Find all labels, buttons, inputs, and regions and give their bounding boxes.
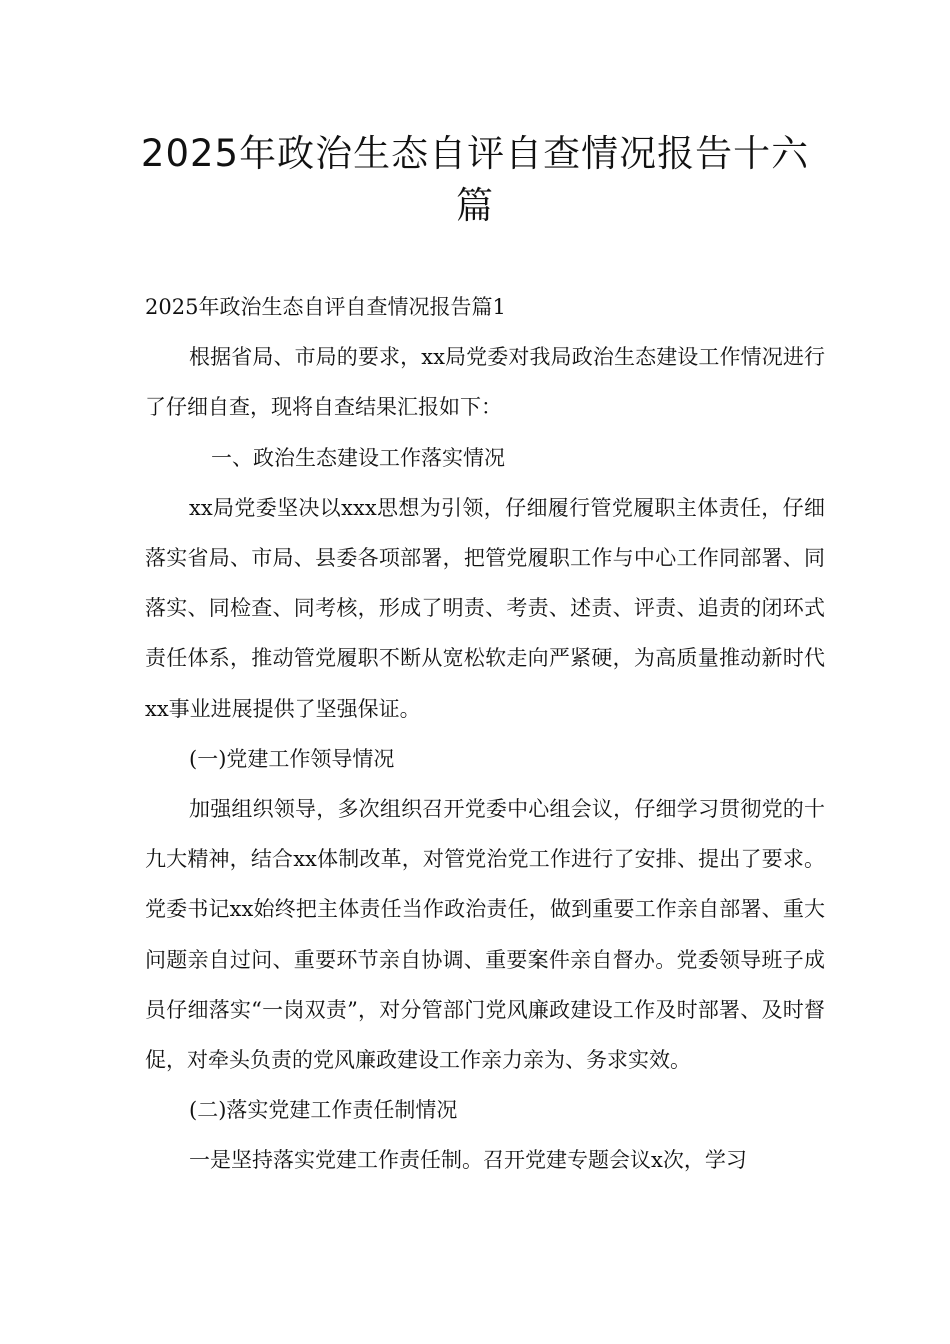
document-body [145,282,825,1186]
paragraph: xx局党委坚决以xxx思想为引领，仔细履行管党履职主体责任，仔细落实省局、市局、县委各项部署，把管党履职工作与中心工作同部署、同落实、同检查、同考核，形成了明责、考责、述责、评责、追责的闭环式责任体系，推动管党履职不断从宽松软走向严紧硬，为高质量推动新时代xx事业进展提供了坚强保证。 [145,495,825,721]
heading-level-1: 一、政治生态建设工作落实情况 [211,445,505,470]
title-line-2: 篇 [456,184,494,227]
document-title [100,128,850,232]
paragraph: 加强组织领导，多次组织召开党委中心组会议，仔细学习贯彻党的十九大精神，结合xx体制改革，对管党治党工作进行了安排、提出了要求。党委书记xx始终把主体责任当作政治责任，做到重要工作亲自部署、重大问题亲自过问、重要环节亲自协调、重要案件亲自督办。党委领导班子成员仔细落实“一岗双责”，对分管部门党风廉政建设工作及时部署、及时督促，对牵头负责的党风廉政建设工作亲力亲为、务求实效。 [145,797,825,1073]
paragraph: 根据省局、市局的要求，xx局党委对我局政治生态建设工作情况进行了仔细自查，现将自查结果汇报如下： [145,345,825,420]
title-line-1: 2025年政治生态自评自查情况报告十六 [140,132,810,175]
subheading: (一)党建工作领导情况 [189,746,395,771]
section-title: 2025年政治生态自评自查情况报告篇1 [145,295,506,319]
paragraph: 一是坚持落实党建工作责任制。召开党建专题会议x次，学习 [189,1148,747,1173]
subheading: (二)落实党建工作责任制情况 [189,1098,458,1123]
